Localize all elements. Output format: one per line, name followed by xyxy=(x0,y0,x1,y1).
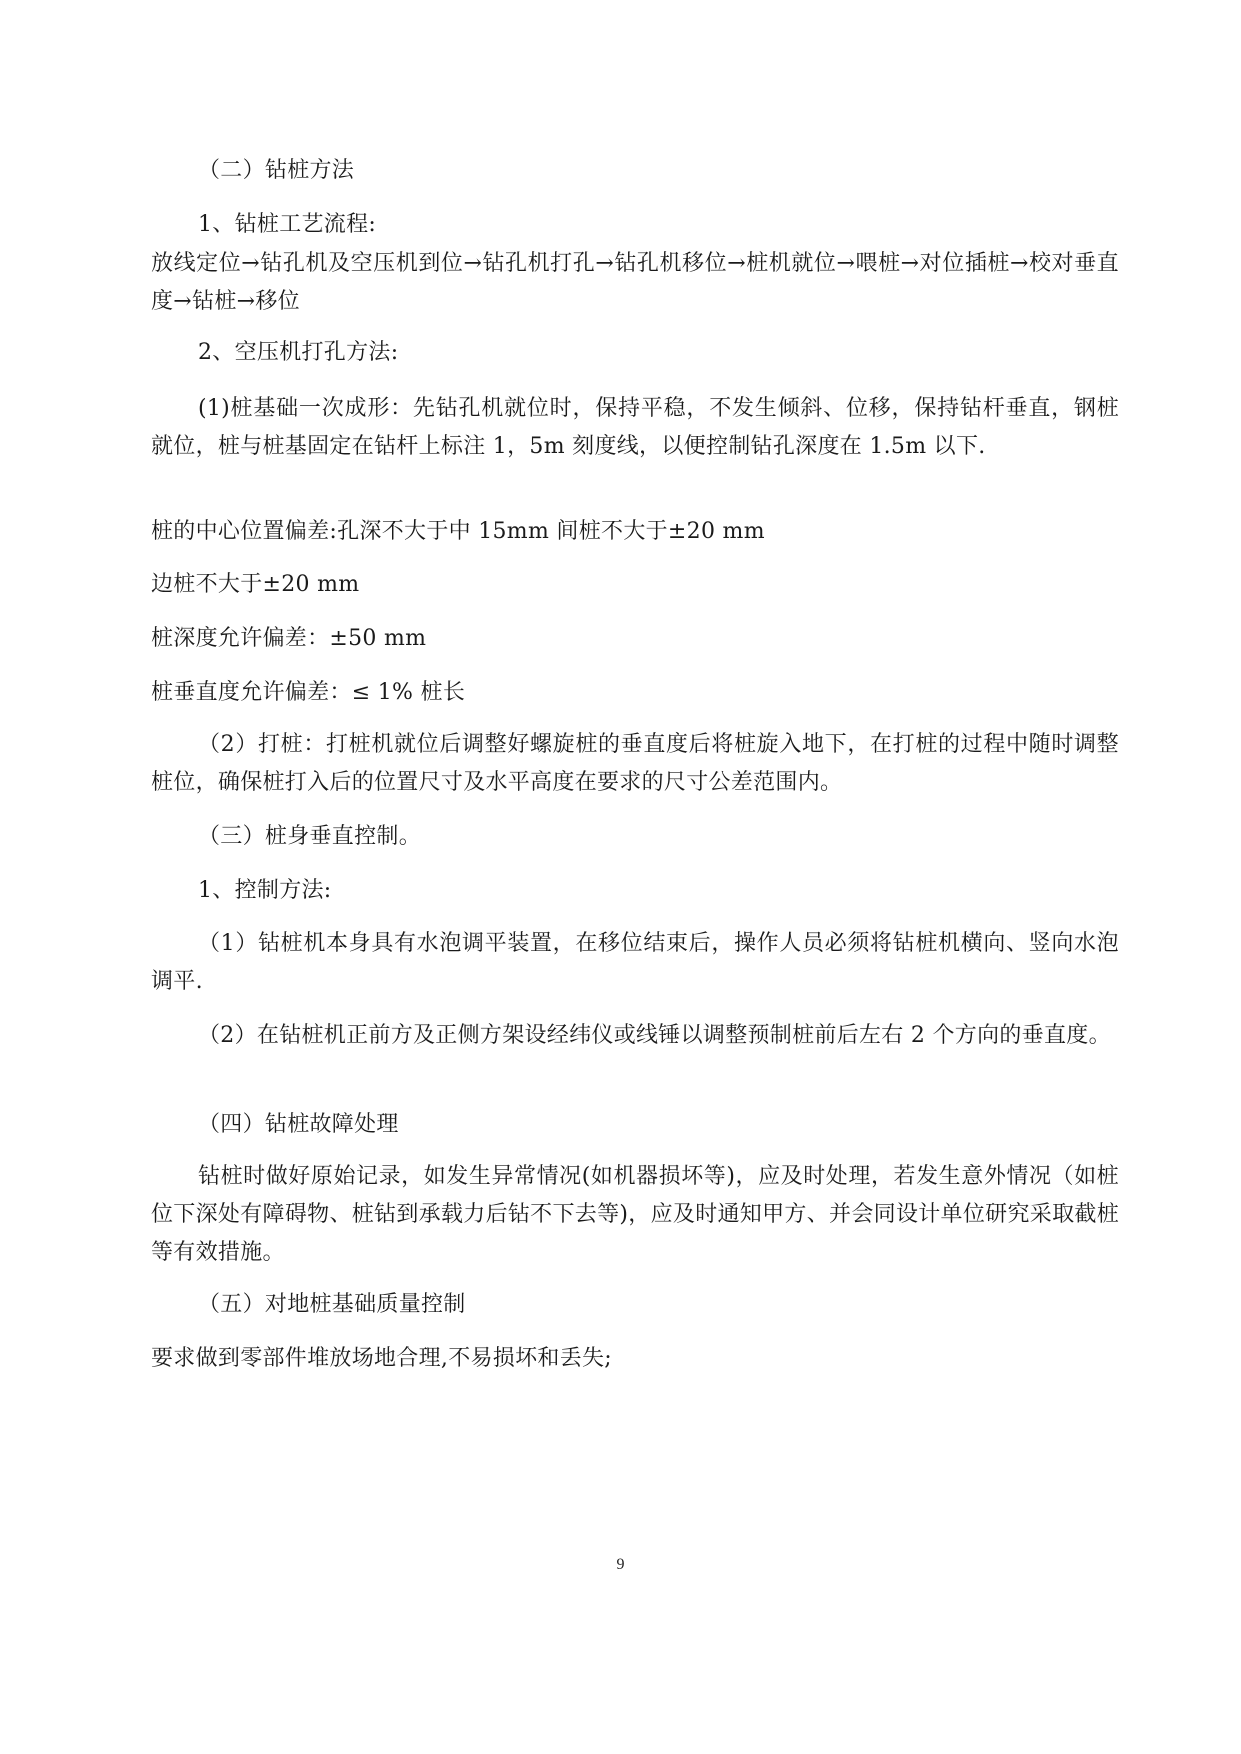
paragraph-theodolite: （2）在钻桩机正前方及正侧方架设经纬仪或线锤以调整预制桩前后左右 2 个方向的垂直度。 xyxy=(198,1023,1111,1048)
tolerance-depth: 桩深度允许偏差：±50 mm xyxy=(151,626,427,651)
section-heading-5: （五）对地桩基础质量控制 xyxy=(198,1292,466,1317)
process-flow-text: 放线定位→钻孔机及空压机到位→钻孔机打孔→钻孔机移位→桩机就位→喂桩→对位插桩→校对垂直度→钻桩→移位 xyxy=(151,251,1119,314)
tolerance-center-position: 桩的中心位置偏差:孔深不大于中 15mm 间桩不大于±20 mm xyxy=(151,519,765,544)
section-heading-3: （三）桩身垂直控制。 xyxy=(198,824,422,849)
section-heading-4: （四）钻桩故障处理 xyxy=(198,1112,399,1137)
paragraph-storage: 要求做到零部件堆放场地合理,不易损坏和丢失; xyxy=(151,1346,613,1371)
tolerance-edge-pile: 边桩不大于±20 mm xyxy=(151,572,360,597)
paragraph-fault-handling: 钻桩时做好原始记录，如发生异常情况(如机器损坏等)，应及时处理，若发生意外情况（如桩位下深处有障碍物、桩钻到承载力后钻不下去等)，应及时通知甲方、并会同设计单位研究采取截桩等有效措施。 xyxy=(151,1164,1119,1265)
page-number: 9 xyxy=(616,1556,625,1573)
subheading-drilling-method: 2、空压机打孔方法: xyxy=(198,340,399,365)
paragraph-pile-foundation: (1)桩基础一次成形：先钻孔机就位时，保持平稳，不发生倾斜、位移，保持钻杆垂直，钢桩就位，桩与桩基固定在钻杆上标注 1，5m 刻度线，以便控制钻孔深度在 1.5m 以下. xyxy=(151,396,1119,459)
subheading-process: 1、钻桩工艺流程: xyxy=(198,212,377,237)
tolerance-verticality: 桩垂直度允许偏差：≤ 1% 桩长 xyxy=(151,680,466,705)
section-heading-2: （二）钻桩方法 xyxy=(198,158,355,183)
paragraph-leveling: （1）钻桩机本身具有水泡调平装置，在移位结束后，操作人员必须将钻桩机横向、竖向水泡调平. xyxy=(151,931,1119,994)
subheading-control-method: 1、控制方法: xyxy=(198,878,332,903)
paragraph-piling: （2）打桩：打桩机就位后调整好螺旋桩的垂直度后将桩旋入地下，在打桩的过程中随时调整桩位，确保桩打入后的位置尺寸及水平高度在要求的尺寸公差范围内。 xyxy=(151,732,1119,795)
